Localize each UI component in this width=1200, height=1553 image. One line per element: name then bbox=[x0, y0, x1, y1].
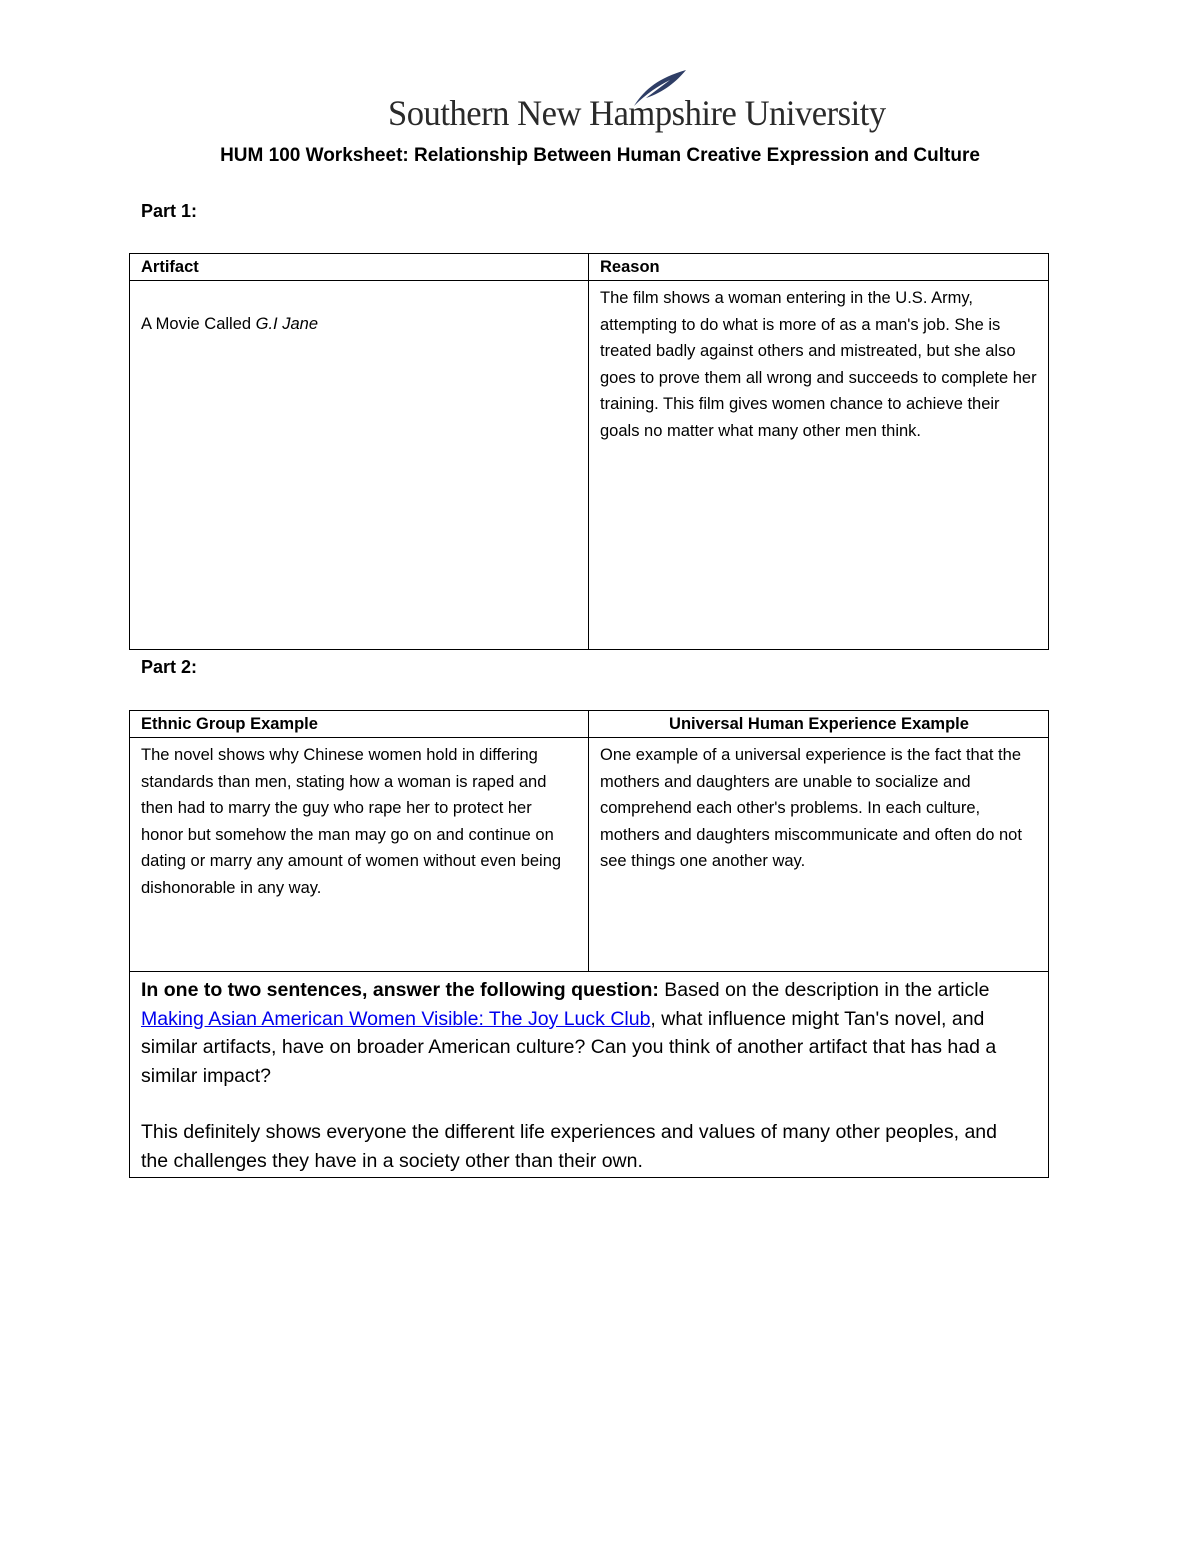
ethnic-column-header: Ethnic Group Example bbox=[130, 711, 589, 738]
artifact-column-header: Artifact bbox=[130, 254, 589, 281]
part1-heading: Part 1: bbox=[141, 201, 198, 221]
part2-table bbox=[129, 710, 1049, 1178]
reason-column-header: Reason bbox=[589, 254, 1049, 281]
part1-table bbox=[129, 253, 1049, 650]
worksheet-title: HUM 100 Worksheet: Relationship Between Human Creative Expression and Culture bbox=[220, 145, 980, 166]
logo-wordmark: Southern New Hampshire University bbox=[388, 93, 886, 133]
artifact-title: G.I Jane bbox=[255, 315, 319, 333]
university-logo bbox=[388, 68, 886, 138]
reason-cell: The film shows a woman entering in the U.S. Army, attempting to do what is more of as a man's job. She is treated badly against others and mistreated, but she also goes to prove them all wrong and succeeds to complete her training. This film gives women chance to achieve their goals no matter what many other men think. bbox=[589, 281, 1049, 650]
part1-header-row bbox=[130, 254, 1049, 281]
question-post: , what influence might Tan's novel, and similar artifacts, have on broader American culture? Can you think of another artifact that has had a similar impact? bbox=[141, 1007, 997, 1087]
artifact-cell bbox=[130, 281, 589, 650]
part1-body-row bbox=[130, 281, 1049, 650]
question-pre: Based on the description in the article bbox=[658, 979, 990, 1001]
universal-example-cell: One example of a universal experience is the fact that the mothers and daughters are unable to socialize and comprehend each other's problems. In each culture, mothers and daughters miscommunicate and often do not see things one another way. bbox=[589, 738, 1049, 972]
artifact-prefix: A Movie Called bbox=[141, 315, 256, 333]
question-cell bbox=[130, 972, 1049, 1178]
part2-body-row bbox=[130, 738, 1049, 972]
question-instruction: In one to two sentences, answer the following question: bbox=[141, 979, 659, 1001]
article-link[interactable]: Making Asian American Women Visible: The Joy Luck Club bbox=[141, 1007, 651, 1030]
question-text bbox=[141, 976, 1028, 1090]
part2-header-row bbox=[130, 711, 1049, 738]
part2-heading: Part 2: bbox=[141, 657, 198, 677]
ethnic-example-cell: The novel shows why Chinese women hold in differing standards than men, stating how a woman is raped and then had to marry the guy who rape her to protect her honor but somehow the man may go on and continue on dating or marry any amount of women without even being dishonorable in any way. bbox=[130, 738, 589, 972]
answer-text: This definitely shows everyone the different life experiences and values of many other peoples, and the challenges they have in a society other than their own. bbox=[141, 1121, 997, 1172]
universal-column-header: Universal Human Experience Example bbox=[589, 711, 1049, 738]
question-row bbox=[130, 972, 1049, 1178]
